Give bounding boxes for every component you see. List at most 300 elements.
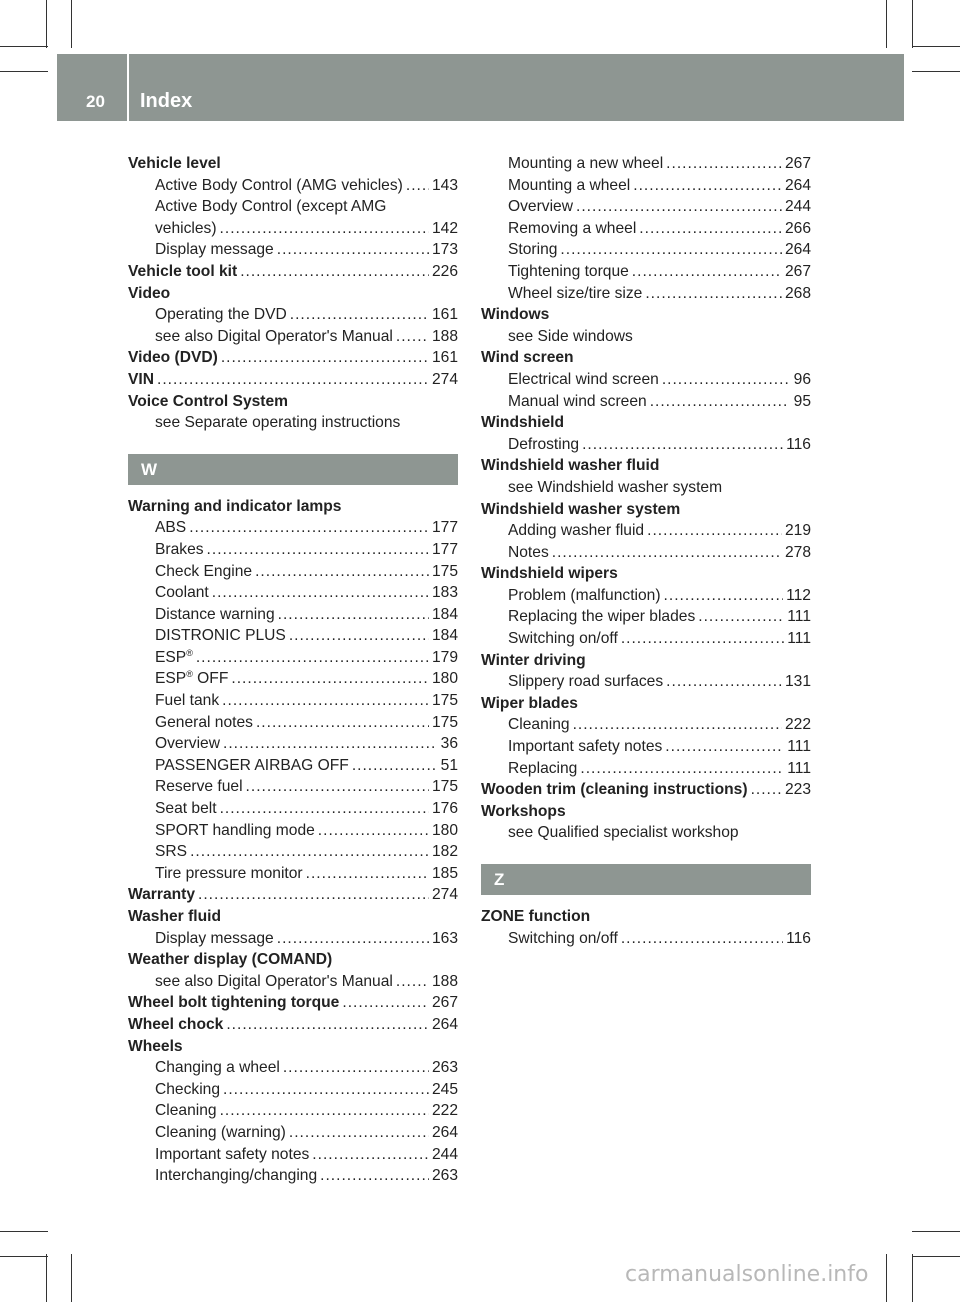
leader-dots [222, 690, 429, 712]
leader-dots [277, 928, 429, 950]
page-ref[interactable]: 111 [787, 608, 811, 626]
index-subentry [128, 517, 458, 539]
index-subentry [128, 841, 458, 863]
index-column-right [481, 153, 811, 949]
page-number: 20 [86, 92, 105, 111]
entry-label [155, 1100, 217, 1122]
page-ref[interactable]: 223 [784, 781, 811, 799]
page-ref[interactable]: 161 [431, 349, 458, 367]
leader-dots [207, 539, 429, 561]
entry-label [155, 175, 403, 197]
page-ref[interactable]: 163 [431, 929, 458, 947]
page-ref[interactable]: 267 [784, 155, 811, 172]
leader-dots [576, 196, 782, 218]
leader-dots [698, 606, 784, 628]
index-subentry [128, 798, 458, 820]
leader-dots [552, 542, 782, 564]
leader-dots [278, 604, 429, 626]
index-heading: Warning and indicator lamps [128, 497, 342, 515]
entry-label [155, 539, 204, 561]
index-subentry [128, 625, 458, 647]
page-ref[interactable]: 263 [431, 1167, 458, 1185]
page-ref[interactable]: 116 [786, 929, 811, 947]
crop-mark [0, 1231, 48, 1232]
entry-text: Fuel tank [155, 692, 220, 710]
entry-label [508, 434, 579, 456]
entry-label [155, 625, 286, 647]
index-subentry [128, 604, 458, 626]
index-subentry [128, 733, 458, 755]
entry-label [155, 733, 220, 755]
page-ref[interactable]: 264 [784, 241, 811, 259]
entry-text: Removing a wheel [508, 219, 637, 237]
entry-text: vehicles) [155, 219, 217, 237]
page-ref[interactable]: 266 [784, 219, 811, 237]
page-ref[interactable]: 183 [431, 584, 458, 602]
index-subentry [481, 520, 811, 542]
entry-text: Notes [508, 543, 549, 561]
page-ref[interactable]: 278 [784, 543, 811, 561]
entry-label [155, 304, 287, 326]
leader-dots [751, 779, 782, 801]
index-subentry [481, 153, 811, 175]
index-subentry [128, 1165, 458, 1187]
entry-label [508, 175, 630, 197]
index-subentry [128, 647, 458, 669]
crop-mark [0, 71, 48, 72]
entry-text: Reserve fuel [155, 778, 243, 796]
entry-label [155, 928, 274, 950]
index-subentry [128, 668, 458, 690]
leader-dots [277, 239, 429, 261]
leader-dots [647, 520, 782, 542]
leader-dots [231, 668, 429, 690]
entry-label [128, 884, 195, 906]
entry-label [508, 758, 577, 780]
crop-mark [71, 1254, 72, 1302]
entry-label [508, 736, 662, 758]
page-ref[interactable]: 112 [786, 586, 811, 604]
page-ref[interactable]: 177 [431, 540, 458, 558]
entry-text: Mounting a new wheel [508, 155, 664, 172]
index-subentry [481, 628, 811, 650]
entry-label [508, 606, 695, 628]
leader-dots [396, 326, 429, 348]
page-ref[interactable]: 182 [431, 843, 458, 861]
page-ref[interactable]: 188 [431, 327, 458, 345]
entry-label [155, 863, 303, 885]
entry-label [155, 1057, 280, 1079]
index-heading: Windshield [481, 414, 565, 432]
leader-dots [633, 175, 782, 197]
entry-text: ESP [155, 670, 187, 688]
index-subentry [481, 542, 811, 564]
index-subentry [481, 928, 811, 950]
index-subentry [481, 239, 811, 261]
page-ref[interactable]: 111 [787, 738, 811, 756]
entry-label [155, 971, 393, 993]
leader-dots [223, 1079, 429, 1101]
page-ref[interactable]: 226 [431, 262, 458, 280]
index-subentry [481, 434, 811, 456]
page-ref[interactable]: 188 [431, 972, 458, 990]
leader-dots [352, 755, 435, 777]
page-ref[interactable]: 36 [440, 735, 458, 753]
index-subentry [481, 369, 811, 391]
index-subentry [128, 1100, 458, 1122]
entry-text: Interchanging/changing [155, 1167, 318, 1185]
entry-text: Video (DVD) [128, 349, 218, 367]
page-ref[interactable]: 143 [431, 176, 458, 194]
entry-text: Mounting a wheel [508, 176, 631, 194]
index-heading: ZONE function [481, 908, 591, 925]
entry-text: Display message [155, 241, 274, 259]
section-letter: Z [481, 864, 811, 895]
leader-dots [157, 369, 429, 391]
leader-dots [639, 218, 782, 240]
index-entry [128, 992, 458, 1014]
page-ref[interactable]: 175 [431, 562, 458, 580]
index-heading: Wheels [128, 1037, 183, 1055]
entry-text: VIN [128, 370, 154, 388]
page-header [57, 54, 904, 121]
leader-dots [220, 1100, 429, 1122]
entry-label [508, 239, 557, 261]
crop-mark [912, 71, 960, 72]
entry-text: Brakes [155, 540, 204, 558]
page-ref[interactable]: 244 [431, 1145, 458, 1163]
index-subentry [481, 758, 811, 780]
leader-dots [289, 625, 429, 647]
page-ref[interactable]: 111 [787, 630, 811, 648]
entry-text: Overview [155, 735, 220, 753]
entry-label [155, 755, 349, 777]
entry-text: Replacing the wiper blades [508, 608, 696, 626]
page-ref[interactable]: 131 [784, 673, 811, 691]
entry-text: Display message [155, 929, 274, 947]
entry-text: Cleaning [508, 716, 570, 734]
entry-label [128, 992, 339, 1014]
index-entry [128, 347, 458, 369]
index-entry [128, 369, 458, 391]
entry-label [155, 239, 274, 261]
page-ref[interactable]: 175 [431, 713, 458, 731]
entry-label [508, 542, 549, 564]
index-subentry [128, 712, 458, 734]
crop-mark [46, 1254, 47, 1302]
leader-dots [306, 863, 429, 885]
entry-text: Checking [155, 1080, 221, 1098]
page-ref[interactable]: 264 [431, 1015, 458, 1033]
leader-dots [582, 434, 783, 456]
index-heading: Windows [481, 306, 550, 324]
entry-label [155, 218, 217, 240]
entry-label [155, 820, 315, 842]
entry-text: PASSENGER AIRBAG OFF [155, 756, 349, 774]
leader-dots [665, 736, 784, 758]
page-ref[interactable]: 268 [784, 284, 811, 302]
leader-dots [621, 628, 784, 650]
page-ref[interactable]: 222 [784, 716, 811, 734]
header-divider [127, 54, 129, 121]
registered-mark: ® [186, 647, 193, 658]
entry-label [508, 196, 573, 218]
page-ref[interactable]: 173 [431, 241, 458, 259]
leader-dots [190, 841, 429, 863]
entry-text: Important safety notes [508, 738, 663, 756]
index-subentry [128, 1079, 458, 1101]
index-subentry-text: Active Body Control (except AMG [155, 198, 387, 216]
index-subentry [128, 928, 458, 950]
crop-mark [912, 1231, 960, 1232]
entry-label [155, 712, 253, 734]
index-subentry [128, 820, 458, 842]
index-subentry [481, 196, 811, 218]
index-column-left [128, 153, 458, 1187]
entry-text: Replacing [508, 759, 578, 777]
page-ref[interactable]: 245 [431, 1080, 458, 1098]
page-ref[interactable]: 95 [793, 392, 811, 410]
entry-text: Manual wind screen [508, 392, 647, 410]
index-heading: Wiper blades [481, 694, 578, 712]
page-ref[interactable]: 264 [431, 1123, 458, 1141]
entry-text: Distance warning [155, 605, 275, 623]
entry-label [128, 369, 154, 391]
section-letter: W [128, 454, 458, 485]
entry-label [508, 369, 659, 391]
page-ref[interactable]: 263 [431, 1059, 458, 1077]
index-subentry [481, 391, 811, 413]
entry-label [508, 671, 663, 693]
entry-text: Active Body Control (AMG vehicles) [155, 176, 403, 194]
entry-label [508, 928, 618, 950]
index-subentry [481, 585, 811, 607]
index-subentry-text: see Side windows [508, 327, 633, 345]
entry-label [155, 776, 243, 798]
entry-text: Coolant [155, 584, 209, 602]
index-subentry [128, 582, 458, 604]
entry-label [155, 1144, 309, 1166]
entry-label [155, 668, 228, 690]
index-subentry [481, 671, 811, 693]
entry-text: Switching on/off [508, 929, 618, 947]
entry-label [155, 561, 252, 583]
index-subentry [128, 1144, 458, 1166]
entry-label [508, 153, 663, 175]
page-ref[interactable]: 142 [431, 219, 458, 237]
entry-text: ESP [155, 648, 187, 666]
entry-label [155, 582, 209, 604]
page-ref[interactable]: 179 [431, 648, 458, 666]
leader-dots [226, 1014, 429, 1036]
entry-text: Slippery road surfaces [508, 673, 664, 691]
index-subentry [128, 690, 458, 712]
index-heading: Windshield washer system [481, 500, 681, 518]
index-heading: Windshield washer fluid [481, 457, 660, 475]
page-ref[interactable]: 267 [784, 262, 811, 280]
leader-dots [396, 971, 429, 993]
entry-label [128, 1014, 223, 1036]
page-ref[interactable]: 219 [784, 522, 811, 540]
crop-mark [886, 1254, 887, 1302]
entry-label [155, 517, 186, 539]
page-ref[interactable]: 180 [431, 821, 458, 839]
leader-dots [221, 347, 429, 369]
entry-label [508, 218, 636, 240]
entry-text: ABS [155, 519, 187, 537]
index-subentry [128, 304, 458, 326]
entry-label [128, 347, 218, 369]
entry-label [128, 261, 237, 283]
entry-text: Vehicle tool kit [128, 262, 238, 280]
entry-text: Warranty [128, 886, 196, 904]
entry-text: Tightening torque [508, 262, 629, 280]
index-entry [481, 779, 811, 801]
page-ref[interactable]: 176 [431, 800, 458, 818]
index-subentry [128, 863, 458, 885]
entry-text: Seat belt [155, 800, 217, 818]
leader-dots [645, 283, 782, 305]
entry-label [508, 391, 647, 413]
page-title: Index [140, 90, 193, 112]
page-ref[interactable]: 177 [431, 519, 458, 537]
leader-dots [632, 261, 782, 283]
entry-text: SPORT handling mode [155, 821, 315, 839]
entry-text: General notes [155, 713, 253, 731]
watermark: carmanualsonline.info [625, 1262, 869, 1287]
leader-dots [256, 712, 429, 734]
entry-text: Wooden trim (cleaning instructions) [481, 781, 748, 799]
entry-label [481, 779, 748, 801]
leader-dots [342, 992, 429, 1014]
index-entry [128, 884, 458, 906]
leader-dots [318, 820, 429, 842]
entry-label [155, 1165, 317, 1187]
page-ref[interactable]: 184 [431, 627, 458, 645]
page-ref[interactable]: 267 [431, 994, 458, 1012]
index-subentry [481, 736, 811, 758]
entry-text: Important safety notes [155, 1145, 310, 1163]
entry-label [155, 841, 187, 863]
leader-dots [255, 561, 429, 583]
entry-text: Storing [508, 241, 558, 259]
index-heading: Weather display (COMAND) [128, 951, 333, 969]
leader-dots [662, 369, 788, 391]
entry-text: Problem (malfunction) [508, 586, 661, 604]
entry-text: Changing a wheel [155, 1059, 280, 1077]
crop-mark [46, 0, 47, 48]
leader-dots [664, 585, 784, 607]
page-ref[interactable]: 180 [431, 670, 458, 688]
index-heading: Video [128, 284, 171, 302]
entry-text: Electrical wind screen [508, 370, 659, 388]
leader-dots [212, 582, 429, 604]
page-ref[interactable]: 175 [431, 692, 458, 710]
entry-text: Wheel size/tire size [508, 284, 643, 302]
index-subentry [128, 776, 458, 798]
entry-text: Adding washer fluid [508, 522, 645, 540]
leader-dots [406, 175, 429, 197]
leader-dots [320, 1165, 429, 1187]
index-subentry [128, 1122, 458, 1144]
entry-label [508, 520, 644, 542]
entry-text: see also Digital Operator's Manual [155, 327, 393, 345]
crop-mark [886, 0, 887, 48]
index-entry [128, 1014, 458, 1036]
entry-text: see also Digital Operator's Manual [155, 972, 393, 990]
index-subentry [481, 606, 811, 628]
leader-dots [560, 239, 782, 261]
index-subentry [481, 283, 811, 305]
index-entry [128, 261, 458, 283]
entry-text: Wheel bolt tightening torque [128, 994, 340, 1012]
crop-mark [0, 1256, 48, 1257]
page-ref[interactable]: 111 [787, 759, 811, 777]
index-subentry [481, 218, 811, 240]
leader-dots [220, 798, 429, 820]
leader-dots [666, 671, 782, 693]
index-heading: Winter driving [481, 651, 586, 669]
page-ref[interactable]: 274 [431, 886, 458, 904]
entry-label [508, 714, 570, 736]
index-subentry [128, 218, 458, 240]
index-heading: Workshops [481, 802, 566, 820]
page-ref[interactable]: 116 [786, 435, 811, 453]
entry-text: Operating the DVD [155, 306, 287, 324]
page-ref[interactable]: 264 [784, 176, 811, 194]
entry-text: Check Engine [155, 562, 253, 580]
page-ref[interactable]: 161 [431, 306, 458, 324]
index-subentry-text: see Separate operating instructions [155, 414, 401, 432]
index-subentry [128, 326, 458, 348]
leader-dots [290, 304, 429, 326]
entry-text: DISTRONIC PLUS [155, 627, 286, 645]
leader-dots [223, 733, 435, 755]
page-ref[interactable]: 96 [793, 370, 811, 388]
leader-dots [650, 391, 788, 413]
leader-dots [621, 928, 783, 950]
index-subentry [128, 1057, 458, 1079]
page-ref[interactable]: 175 [431, 778, 458, 796]
index-subentry-text: see Qualified specialist workshop [508, 824, 739, 842]
page-ref[interactable]: 185 [431, 864, 458, 882]
index-subentry [128, 971, 458, 993]
crop-mark [912, 1256, 960, 1257]
crop-mark [71, 0, 72, 48]
page-ref[interactable]: 184 [431, 605, 458, 623]
crop-mark [912, 46, 960, 47]
index-heading: Wind screen [481, 349, 574, 367]
page-ref[interactable]: 244 [784, 198, 811, 216]
page-ref[interactable]: 51 [440, 756, 458, 774]
entry-suffix: OFF [192, 670, 229, 688]
entry-label [508, 628, 618, 650]
index-subentry-text: see Windshield washer system [508, 478, 723, 496]
index-heading: Washer fluid [128, 908, 221, 925]
index-subentry [481, 714, 811, 736]
entry-label [155, 690, 219, 712]
leader-dots [196, 647, 429, 669]
leader-dots [573, 714, 782, 736]
page-ref[interactable]: 274 [431, 370, 458, 388]
entry-text: Overview [508, 198, 573, 216]
entry-text: Defrosting [508, 435, 580, 453]
leader-dots [220, 218, 429, 240]
entry-label [508, 585, 661, 607]
index-subentry [128, 239, 458, 261]
page-ref[interactable]: 222 [431, 1102, 458, 1120]
index-subentry [481, 261, 811, 283]
